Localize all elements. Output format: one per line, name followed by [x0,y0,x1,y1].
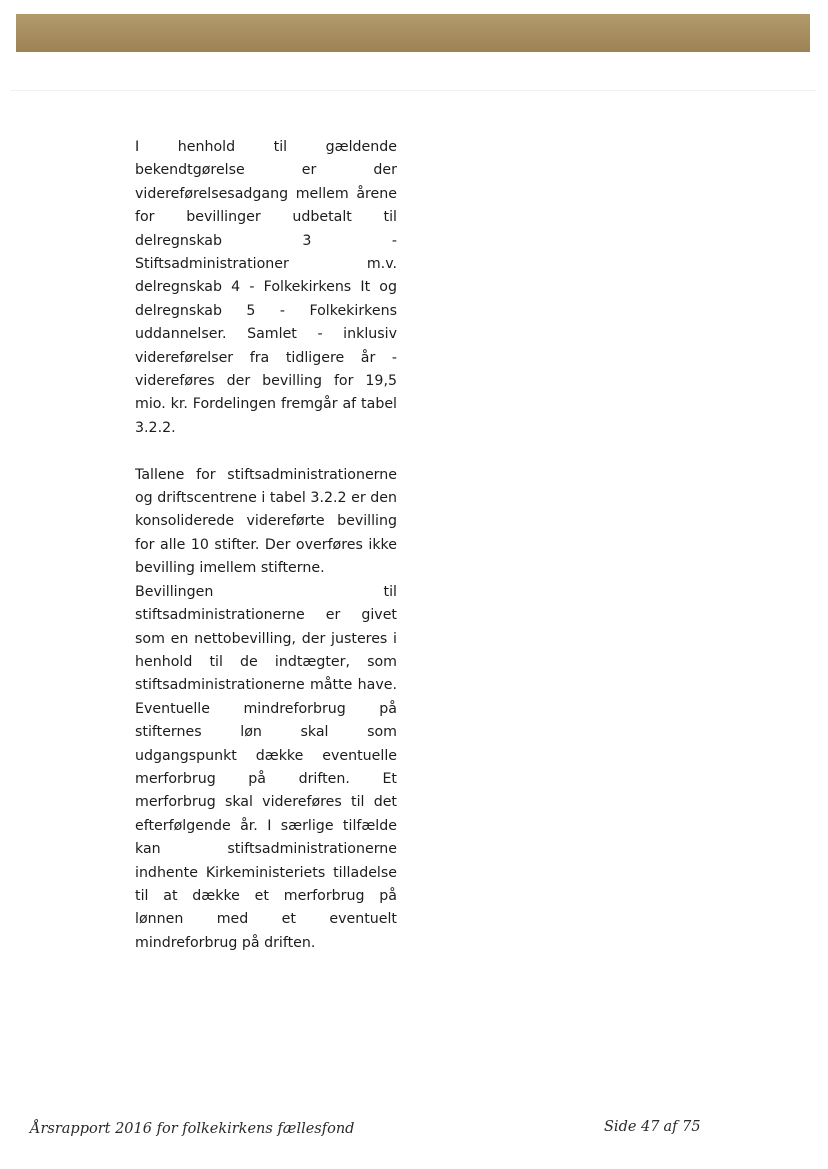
paragraph-stiftsadministrationer: Tallene for stiftsadministrationerne og driftscentrene i tabel 3.2.2 er den konsoliderede videreførte bevilling for alle 10 stifter. Der overføres ikke bevilling imellem stifterne. [135,466,397,577]
page-label: Side 47 [604,1119,660,1135]
page-total: af 75 [663,1119,701,1135]
paragraph-nettobevilling: Bevillingen til stiftsadministrationerne er givet som en nettobevilling, der justeres i henhold til de indtægter, som stiftsadministrationerne måtte have. Eventuelle mindreforbrug på stifternes løn skal som udgangspunkt dække eventuelle merforbrug på driften. Et merforbrug skal videreføres til det efterfølgende år. I særlige tilfælde kan stiftsadministrationerne indhente Kirkeministeriets tilladelse til at dække et merforbrug på lønnen med et eventuelt mindreforbrug på driften. [135,583,397,951]
header-divider [10,90,816,91]
header-band [16,14,810,52]
footer-page-number [604,1119,701,1135]
body-text-column [135,136,397,955]
paragraph-videreforelsesadgang: I henhold til gældende bekendtgørelse er der videreførelsesadgang mellem årene for bevillinger udbetalt til delregnskab 3 - Stiftsadministrationer m.v. delregnskab 4 - Folkekirkens It og delregnskab 5 - Folkekirkens uddannelser. Samlet - inklusiv videreførelser fra tidligere år - videreføres der bevilling for 19,5 mio. kr. Fordelingen fremgår af tabel 3.2.2. [135,139,397,436]
footer-report-title: Årsrapport 2016 for folkekirkens fællesfond [30,1121,355,1137]
